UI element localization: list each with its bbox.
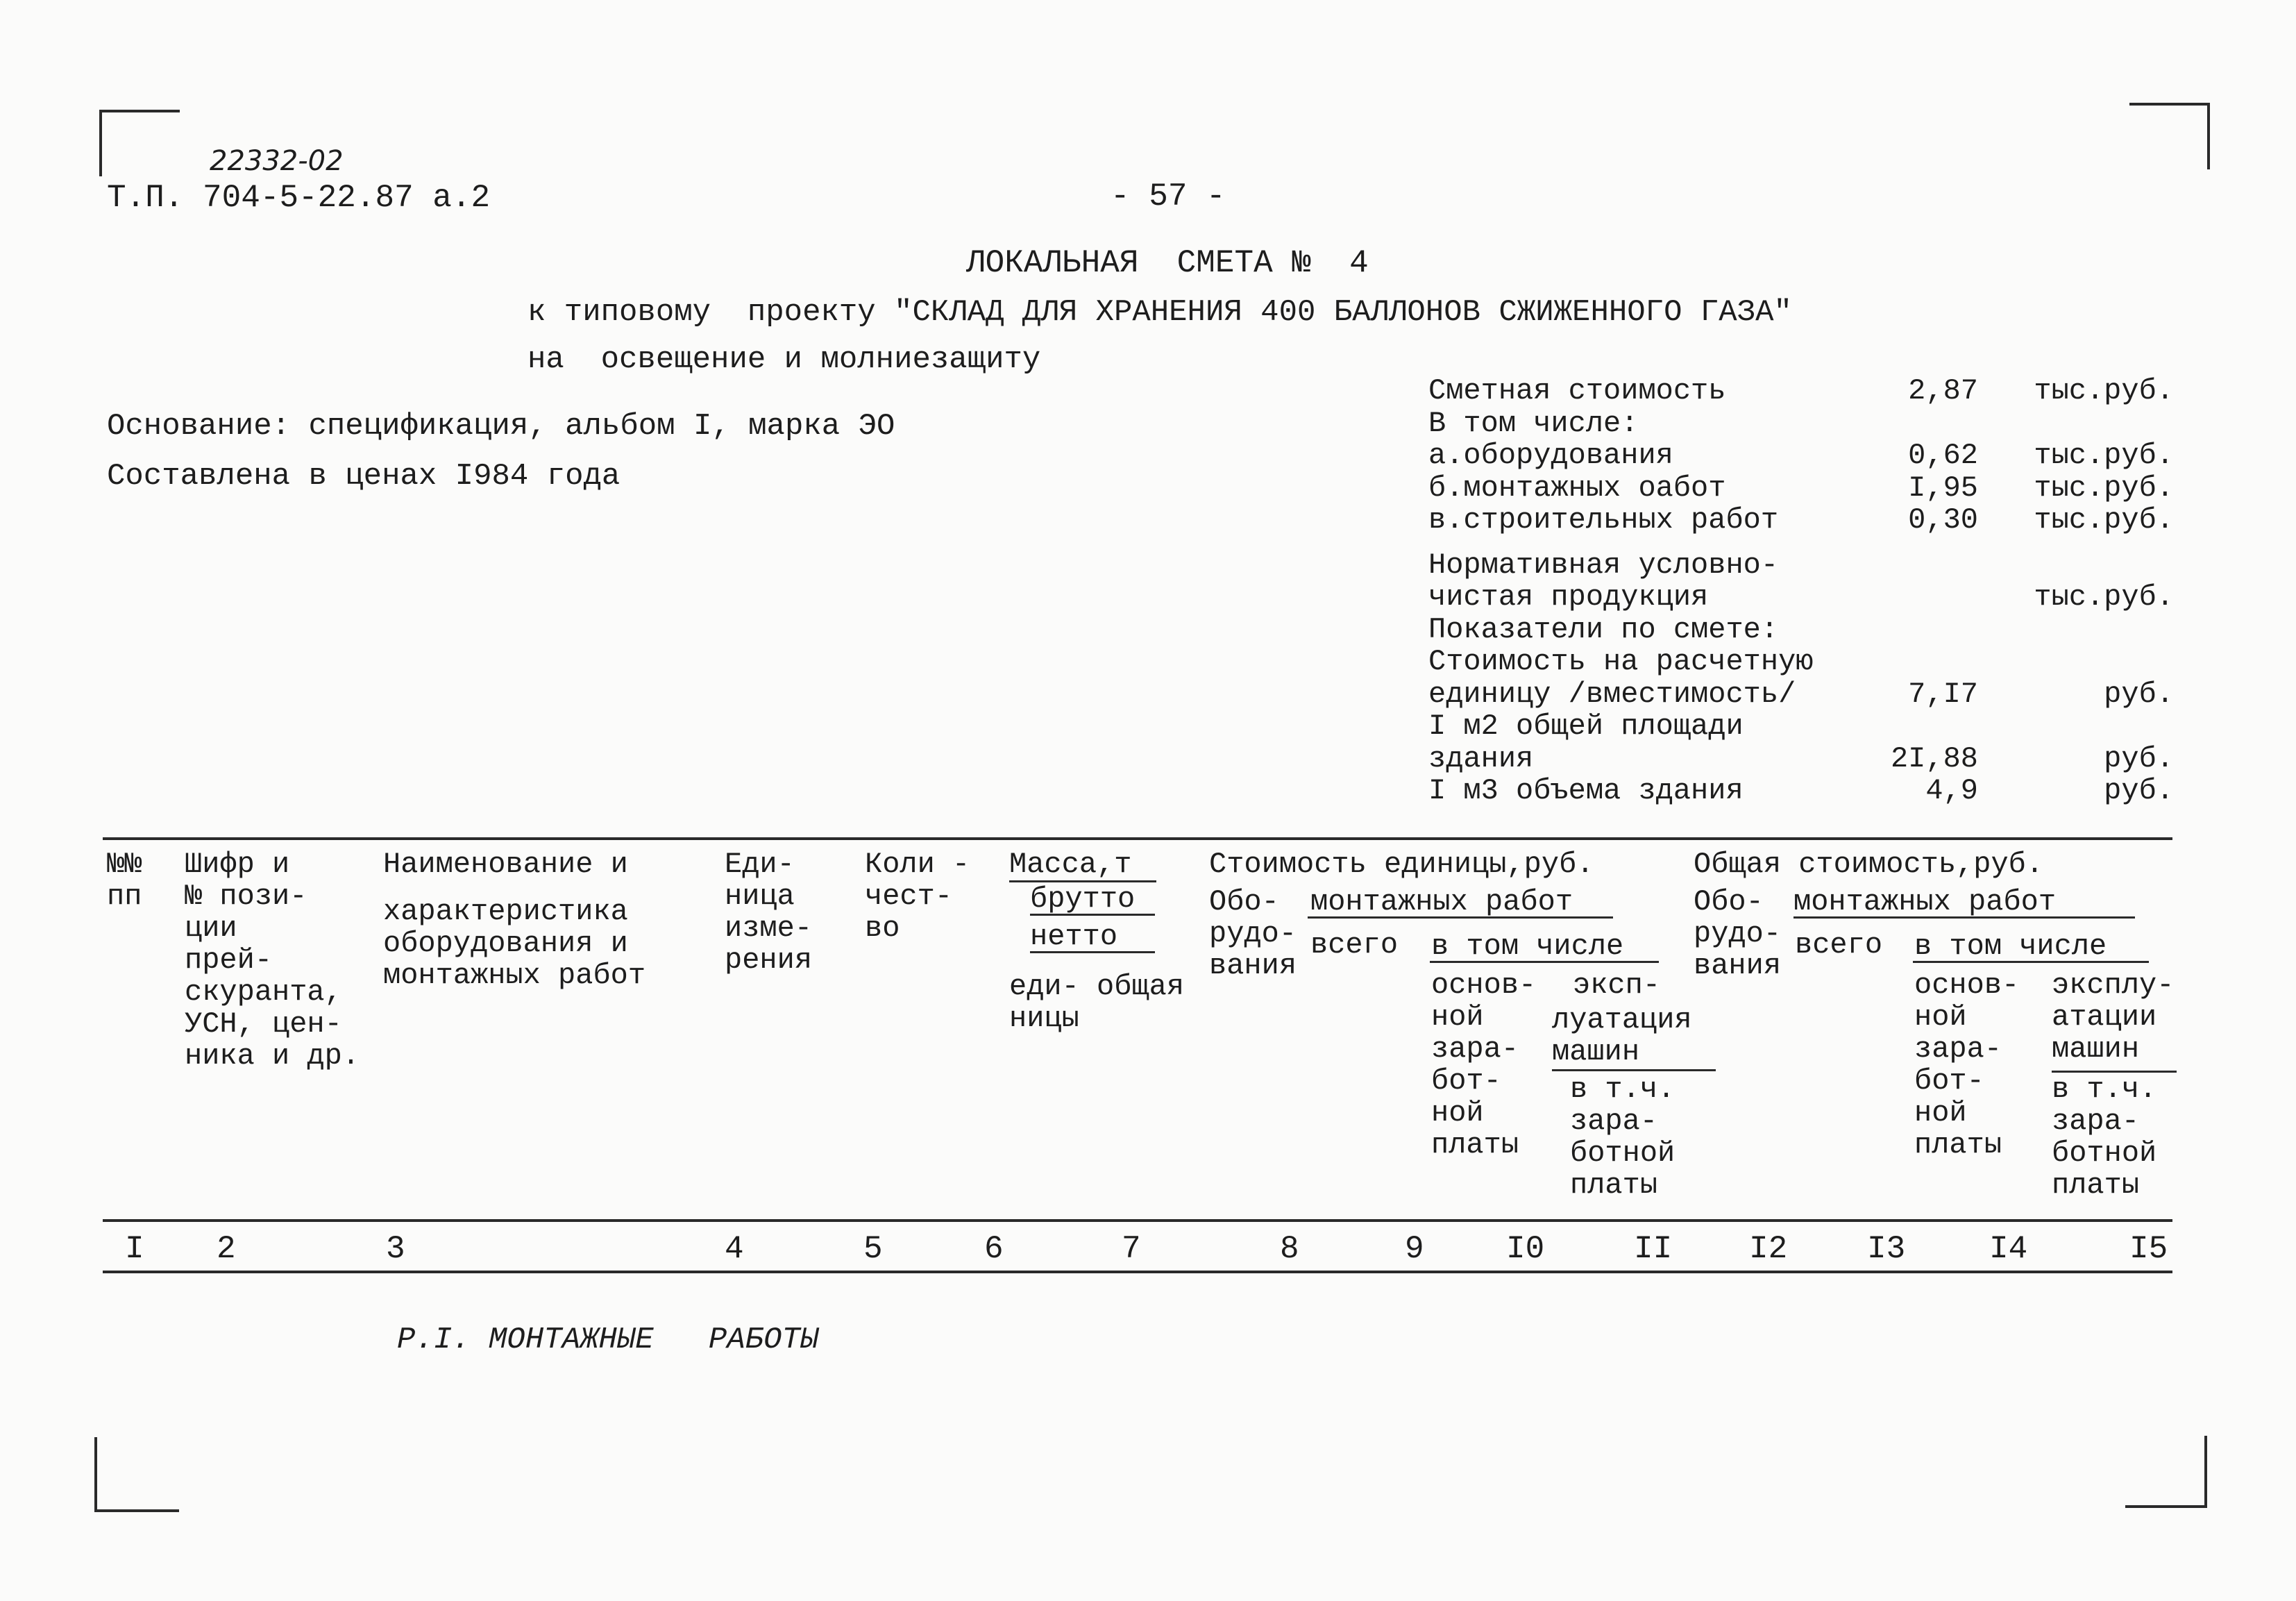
header-mass: Масса,т <box>1009 848 1132 881</box>
mounting-2-underline <box>1793 916 2135 919</box>
column-number: 3 <box>386 1231 405 1267</box>
summary-value: I,95 <box>1908 471 1978 505</box>
header-mounting-1: монтажных работ <box>1310 885 1573 919</box>
summary-unit: тыс.руб. <box>2034 580 2174 614</box>
corner-mark-bottom-left <box>94 1437 179 1512</box>
header-machines-1b: луатация машин <box>1552 1003 1692 1068</box>
corner-mark-top-left <box>99 110 180 176</box>
incl-2-underline <box>1913 961 2149 963</box>
header-row-number: №№ пп <box>107 848 142 913</box>
brutto-underline <box>1030 914 1155 916</box>
column-number: 9 <box>1405 1231 1424 1267</box>
column-number: 8 <box>1280 1231 1299 1267</box>
summary-value: 7,I7 <box>1908 677 1978 711</box>
summary-unit: тыс.руб. <box>2034 503 2174 537</box>
column-number: I0 <box>1506 1231 1545 1267</box>
column-number: II <box>1634 1231 1673 1267</box>
summary-label: Нормативная условно- <box>1428 548 1779 582</box>
prices-line: Составлена в ценах I984 года <box>107 459 621 494</box>
incl-1-underline <box>1430 961 1659 963</box>
netto-underline <box>1030 951 1155 953</box>
purpose-line: на освещение и молниезащиту <box>527 342 1041 377</box>
summary-value: 2I,88 <box>1890 741 1978 776</box>
header-incl-1: в том числе <box>1431 930 1624 963</box>
project-line: к типовому проекту "СКЛАД ДЛЯ ХРАНЕНИЯ 400 БАЛЛОНОВ СЖИЖЕННОГО ГАЗА" <box>527 295 1792 330</box>
column-number: I <box>125 1231 144 1267</box>
summary-label: единицу /вместимость/ <box>1428 677 1796 711</box>
summary-unit: тыс.руб. <box>2034 471 2174 505</box>
summary-unit: руб. <box>2104 677 2174 711</box>
summary-label: Сметная стоимость <box>1428 374 1726 408</box>
header-netto: нетто <box>1030 920 1118 953</box>
column-number: I5 <box>2129 1231 2168 1267</box>
section-title: Р.I. МОНТАЖНЫЕ РАБОТЫ <box>397 1323 819 1357</box>
summary-unit: руб. <box>2104 741 2174 776</box>
handwritten-number: 22332-02 <box>210 145 344 177</box>
header-mounting-2: монтажных работ <box>1793 885 2057 919</box>
summary-unit: тыс.руб. <box>2034 374 2174 408</box>
summary-label: I м2 общей площади <box>1428 710 1744 743</box>
summary-label: Стоимость на расчетную <box>1428 645 1814 678</box>
header-mass-sub: еди- общая ницы <box>1009 970 1185 1035</box>
summary-label: здания <box>1428 741 1534 776</box>
header-machines-2: эксплу- атации машин <box>2052 969 2175 1066</box>
summary-label: а.оборудования <box>1428 439 1673 472</box>
summary-label: I м3 объема здания <box>1428 774 1744 807</box>
summary-label: Показатели по смете: <box>1428 612 1779 646</box>
column-numbers-bottom-rule <box>103 1271 2172 1273</box>
column-number: 7 <box>1122 1231 1141 1267</box>
corner-mark-top-right <box>2129 103 2210 169</box>
column-number: I4 <box>1989 1231 2028 1267</box>
header-total-cost: Общая стоимость,руб. <box>1694 848 2044 881</box>
column-number: 4 <box>725 1231 744 1267</box>
header-machines-pay-2: в т.ч. зара- ботной платы <box>2052 1073 2157 1202</box>
summary-label: В том числе: <box>1428 406 1639 440</box>
table-top-rule <box>103 837 2172 840</box>
header-unit-cost: Стоимость единицы,руб. <box>1209 848 1594 881</box>
summary-label: в.строительных работ <box>1428 503 1779 537</box>
header-total-1: всего <box>1310 928 1399 962</box>
header-brutto: брутто <box>1030 882 1136 916</box>
table-header-bottom-rule <box>103 1219 2172 1222</box>
estimate-title: ЛОКАЛЬНАЯ СМЕТА № 4 <box>966 245 1369 281</box>
column-number: 2 <box>217 1231 236 1267</box>
column-number: I3 <box>1867 1231 1906 1267</box>
header-base-pay-2: основ- ной зара- бот- ной платы <box>1914 969 2020 1162</box>
summary-value: 4,9 <box>1925 774 1978 807</box>
summary-unit: руб. <box>2104 774 2174 807</box>
header-unit: Еди- ница изме- рения <box>725 848 813 977</box>
header-base-pay-1: основ- ной зара- бот- ной платы <box>1431 969 1537 1162</box>
header-quantity: Коли - чест- во <box>865 848 970 945</box>
header-machines-pay-1: в т.ч. зара- ботной платы <box>1570 1073 1675 1202</box>
header-total-2: всего <box>1795 928 1883 962</box>
header-name-b: характеристика оборудования и монтажных работ <box>383 895 646 992</box>
summary-value: 0,30 <box>1908 503 1978 537</box>
header-code: Шифр и № пози- ции прей- скуранта, УСН, цен- ника и др. <box>185 848 360 1073</box>
column-number: 5 <box>863 1231 883 1267</box>
mounting-1-underline <box>1308 916 1613 919</box>
header-incl-2: в том числе <box>1914 930 2107 963</box>
summary-value: 2,87 <box>1908 374 1978 408</box>
header-machines-1a: эксп- <box>1573 969 1661 1002</box>
column-number: I2 <box>1749 1231 1788 1267</box>
basis-line: Основание: спецификация, альбом I, марка ЭО <box>107 409 895 444</box>
header-equipment-1: Обо- рудо- вания <box>1209 885 1297 982</box>
header-equipment-2: Обо- рудо- вания <box>1694 885 1782 982</box>
page-number: - 57 - <box>1111 178 1226 215</box>
summary-label: чистая продукция <box>1428 580 1709 614</box>
corner-mark-bottom-right <box>2125 1436 2207 1508</box>
header-name-a: Наименование и <box>383 848 628 881</box>
column-number: 6 <box>984 1231 1004 1267</box>
summary-unit: тыс.руб. <box>2034 439 2174 472</box>
summary-label: б.монтажных оабот <box>1428 471 1726 505</box>
document-id: Т.П. 704-5-22.87 а.2 <box>107 180 491 216</box>
machines-1-underline <box>1552 1069 1716 1071</box>
summary-value: 0,62 <box>1908 439 1978 472</box>
